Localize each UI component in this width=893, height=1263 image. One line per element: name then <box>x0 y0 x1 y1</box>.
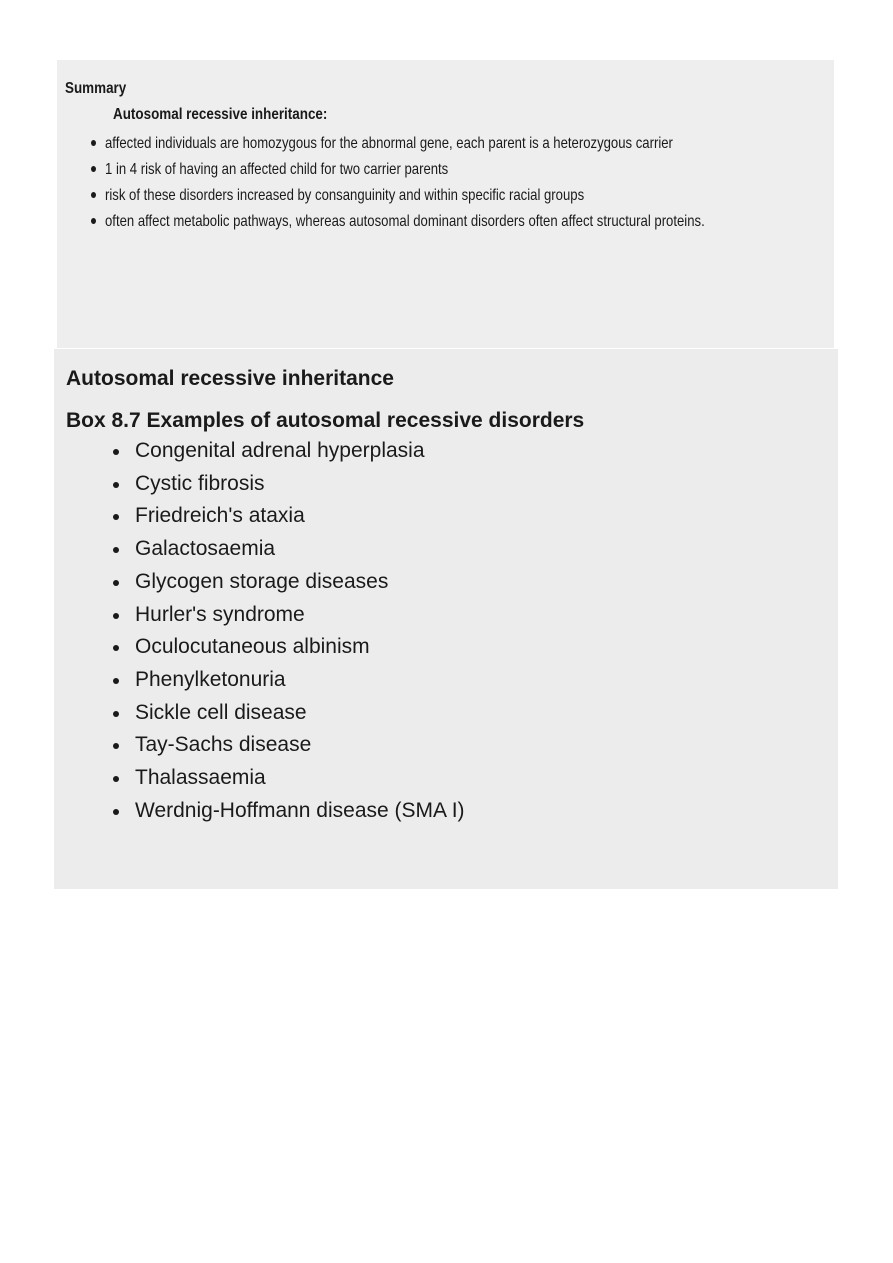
list-item <box>113 599 838 632</box>
bullet-icon <box>113 711 119 717</box>
list-item <box>91 158 825 181</box>
summary-heading: Summary <box>65 80 127 97</box>
disorder-name: Oculocutaneous albinism <box>135 635 370 659</box>
disorder-name: Hurler's syndrome <box>135 602 305 626</box>
list-item <box>113 795 838 828</box>
bullet-icon <box>113 613 119 619</box>
summary-subheading: Autosomal recessive inheritance: <box>113 106 328 123</box>
bullet-icon <box>113 449 119 455</box>
list-item <box>91 132 825 155</box>
bullet-icon <box>113 482 119 488</box>
bullet-icon <box>91 140 96 146</box>
list-item <box>113 533 838 566</box>
disorder-name: Galactosaemia <box>135 537 276 561</box>
bullet-icon <box>113 678 119 684</box>
disorder-name: Werdnig-Hoffmann disease (SMA I) <box>135 798 465 822</box>
disorder-name: Congenital adrenal hyperplasia <box>135 439 425 462</box>
list-item <box>113 631 838 664</box>
box-title: Box 8.7 Examples of autosomal recessive disorders <box>66 409 585 432</box>
disorder-name: Sickle cell disease <box>135 700 307 724</box>
box-panel <box>54 349 838 889</box>
bullet-icon <box>113 743 119 749</box>
bullet-icon <box>91 166 96 172</box>
list-item <box>113 697 838 730</box>
bullet-icon <box>91 218 96 224</box>
summary-item-text: often affect metabolic pathways, whereas autosomal dominant disorders often affect structural proteins. <box>105 213 705 230</box>
section-title: Autosomal recessive inheritance <box>66 367 394 390</box>
list-item <box>113 468 838 501</box>
summary-panel <box>57 60 834 348</box>
summary-item-text: 1 in 4 risk of having an affected child for two carrier parents <box>105 161 449 178</box>
bullet-icon <box>113 809 119 815</box>
disorder-list <box>66 435 838 827</box>
list-item <box>91 210 825 233</box>
bullet-icon <box>113 776 119 782</box>
bullet-icon <box>113 514 119 520</box>
disorder-name: Friedreich's ataxia <box>135 504 305 528</box>
list-item <box>113 435 838 468</box>
disorder-name: Tay-Sachs disease <box>135 733 312 757</box>
summary-item-text: risk of these disorders increased by consanguinity and within specific racial groups <box>105 187 585 204</box>
list-item <box>113 762 838 795</box>
disorder-name: Thalassaemia <box>135 766 266 790</box>
bullet-icon <box>91 192 96 198</box>
summary-list <box>65 132 834 233</box>
summary-item-text: affected individuals are homozygous for the abnormal gene, each parent is a heterozygous carrier <box>105 135 673 152</box>
disorder-name: Cystic fibrosis <box>135 471 265 495</box>
list-item <box>113 729 838 762</box>
list-item <box>113 500 838 533</box>
list-item <box>113 566 838 599</box>
disorder-name: Phenylketonuria <box>135 667 286 691</box>
bullet-icon <box>113 547 119 553</box>
bullet-icon <box>113 645 119 651</box>
list-item <box>113 664 838 697</box>
bullet-icon <box>113 580 119 586</box>
disorder-name: Glycogen storage diseases <box>135 569 389 593</box>
list-item <box>91 184 825 207</box>
